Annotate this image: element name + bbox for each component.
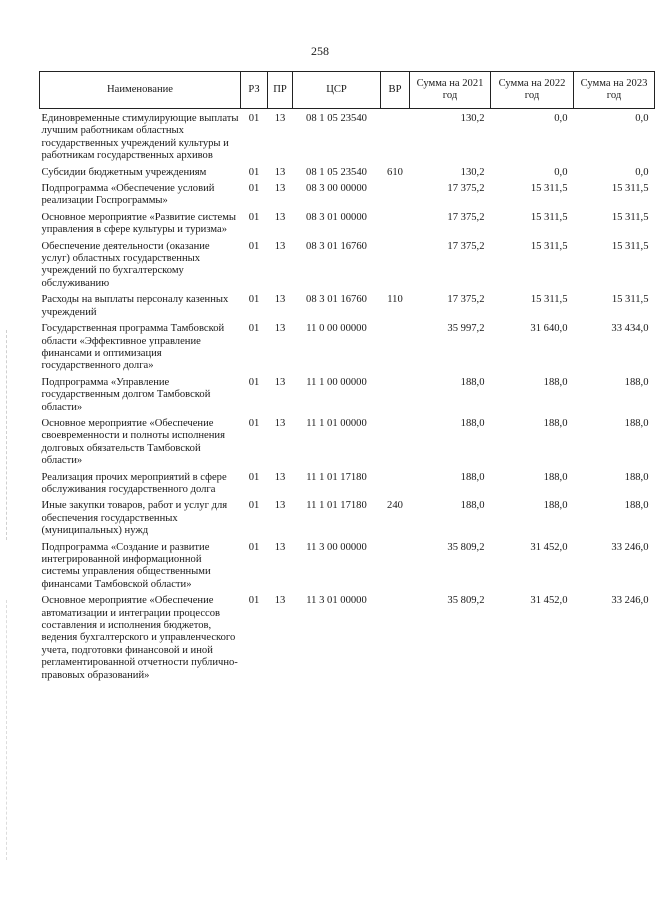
cell-csr: 11 3 00 00000 [306,541,367,553]
cell-sum-2023: 0,0 [635,113,649,124]
table-row [40,542,655,596]
cell-sum-2023: 188,0 [624,471,649,483]
cell-name: Подпрограмма «Управление государственным долгом Тамбовской области» [41,376,211,413]
header-sum-2023: Сумма на 2023 год [574,72,655,109]
cell-sum-2022: 0,0 [554,166,568,178]
table-row [40,183,655,212]
cell-rz: 01 [248,417,260,429]
cell-vr [381,472,410,501]
cell-csr: 08 3 01 16760 [306,240,367,252]
cell-sum-2022: 15 311,5 [530,211,568,223]
cell-sum-2021: 17 375,2 [447,183,485,195]
cell-sum-2022: 188,0 [543,376,568,388]
cell-rz: 01 [248,183,260,195]
cell-vr: 110 [387,294,403,306]
cell-csr: 08 3 00 00000 [306,183,367,195]
header-name: Наименование [40,72,241,109]
cell-sum-2022: 188,0 [543,417,568,429]
scan-margin-mark [6,600,7,860]
cell-sum-2021: 188,0 [460,500,485,512]
header-pr: ПР [268,72,293,109]
cell-sum-2021: 17 375,2 [447,294,485,306]
cell-rz: 01 [248,471,260,483]
table-row [40,294,655,323]
cell-pr: 13 [274,166,286,178]
cell-rz: 01 [248,500,260,512]
cell-sum-2022: 31 452,0 [530,541,568,553]
cell-csr: 11 0 00 00000 [306,323,367,335]
cell-name: Основное мероприятие «Обеспечение своевременности и полноты исполнения долговых обязательств Тамбовской области» [41,417,225,467]
page-number: 258 [311,44,329,58]
cell-csr: 11 3 01 00000 [306,595,367,607]
cell-pr: 13 [274,183,286,195]
cell-sum-2023: 33 246,0 [611,595,649,607]
cell-sum-2023: 15 311,5 [611,183,649,195]
cell-sum-2021: 188,0 [460,417,485,429]
cell-pr: 13 [274,500,286,512]
cell-sum-2023: 0,0 [635,166,649,178]
table-row [40,595,655,686]
cell-name: Субсидии бюджетным учреждениям [41,166,207,178]
cell-name: Основное мероприятие «Развитие системы управления в сфере культуры и туризма» [41,211,237,236]
cell-sum-2022: 188,0 [543,500,568,512]
table-row [40,241,655,295]
cell-pr: 13 [274,417,286,429]
cell-rz: 01 [248,294,260,306]
cell-csr: 08 3 01 00000 [306,211,367,223]
cell-pr: 13 [274,595,286,607]
cell-sum-2021: 35 809,2 [447,541,485,553]
cell-name: Реализация прочих мероприятий в сфере обслуживания государственного долга [41,471,227,495]
cell-csr: 11 1 01 00000 [306,417,367,429]
table-row [40,377,655,418]
cell-name: Подпрограмма «Создание и развитие интегрированной информационной системы управления общественными финансами Тамбовской области» [41,541,211,590]
cell-pr: 13 [274,471,286,483]
cell-rz: 01 [248,376,260,388]
cell-sum-2022: 188,0 [543,471,568,483]
header-sum-2021: Сумма на 2021 год [410,72,491,109]
cell-pr: 13 [274,376,286,388]
cell-name: Обеспечение деятельности (оказание услуг) областных государственных учреждений по бухгалтерскому обслуживанию [41,240,210,289]
cell-pr: 13 [274,211,286,223]
table-row [40,500,655,541]
table-row [40,167,655,183]
cell-vr [381,109,410,167]
table-row [40,418,655,472]
cell-sum-2022: 31 640,0 [530,323,568,335]
cell-sum-2023: 188,0 [624,376,649,388]
cell-rz: 01 [248,166,260,178]
cell-sum-2022: 15 311,5 [530,183,568,195]
cell-vr: 240 [387,500,403,512]
cell-pr: 13 [274,294,286,306]
cell-rz: 01 [248,323,260,335]
cell-sum-2023: 188,0 [624,500,649,512]
cell-rz: 01 [248,113,260,124]
cell-csr: 08 1 05 23540 [306,113,367,124]
table-row [40,323,655,377]
cell-rz: 01 [248,595,260,607]
cell-name: Основное мероприятие «Обеспечение автоматизации и интеграции процессов составления и исполнения бюджетов, ведения бухгалтерского и управленческого учета, подготовки финансовой и иной регламентированной отчетности публично-правовых образований» [41,595,238,681]
scan-margin-mark [6,330,7,540]
header-rz: РЗ [241,72,268,109]
cell-sum-2021: 35 997,2 [447,323,485,335]
cell-rz: 01 [248,211,260,223]
cell-sum-2021: 17 375,2 [447,240,485,252]
cell-name: Расходы на выплаты персоналу казенных учреждений [41,294,229,318]
budget-table [39,71,655,686]
cell-sum-2023: 15 311,5 [611,294,649,306]
cell-sum-2023: 33 434,0 [611,323,649,335]
cell-sum-2022: 31 452,0 [530,595,568,607]
cell-sum-2021: 188,0 [460,471,485,483]
cell-csr: 11 1 01 17180 [306,471,367,483]
cell-sum-2023: 15 311,5 [611,211,649,223]
cell-vr [381,241,410,295]
cell-csr: 11 1 01 17180 [306,500,367,512]
cell-csr: 08 3 01 16760 [306,294,367,306]
cell-name: Единовременные стимулирующие выплаты лучшим работникам областных государственных учреждений культуры и работникам государственных архивов [41,113,239,162]
cell-rz: 01 [248,541,260,553]
table-row [40,109,655,167]
cell-pr: 13 [274,323,286,335]
cell-name: Государственная программа Тамбовской области «Эффективное управление финансами и оптимизация государственного долга» [41,323,225,372]
cell-pr: 13 [274,541,286,553]
cell-name: Иные закупки товаров, работ и услуг для обеспечения государственных (муниципальных) нужд [41,500,228,537]
cell-sum-2021: 130,2 [460,166,485,178]
cell-vr [381,323,410,377]
header-csr: ЦСР [293,72,381,109]
cell-vr [381,183,410,212]
cell-csr: 11 1 00 00000 [306,376,367,388]
cell-sum-2021: 17 375,2 [447,211,485,223]
header-vr: ВР [381,72,410,109]
cell-sum-2023: 188,0 [624,417,649,429]
cell-name: Подпрограмма «Обеспечение условий реализации Госпрограммы» [41,183,215,207]
cell-sum-2022: 0,0 [554,113,568,124]
header-sum-2022: Сумма на 2022 год [491,72,574,109]
cell-vr: 610 [387,166,403,178]
cell-sum-2022: 15 311,5 [530,240,568,252]
cell-pr: 13 [274,240,286,252]
cell-sum-2021: 35 809,2 [447,595,485,607]
cell-sum-2023: 15 311,5 [611,240,649,252]
cell-vr [381,595,410,686]
cell-csr: 08 1 05 23540 [306,166,367,178]
cell-rz: 01 [248,240,260,252]
cell-vr [381,542,410,596]
cell-vr [381,377,410,418]
table-row [40,212,655,241]
cell-pr: 13 [274,113,286,124]
table-body [40,109,655,687]
cell-vr [381,418,410,472]
table-header-row [40,72,655,109]
cell-sum-2021: 130,2 [460,113,485,124]
cell-sum-2021: 188,0 [460,376,485,388]
cell-sum-2023: 33 246,0 [611,541,649,553]
cell-vr [381,212,410,241]
cell-sum-2022: 15 311,5 [530,294,568,306]
table-row [40,472,655,501]
